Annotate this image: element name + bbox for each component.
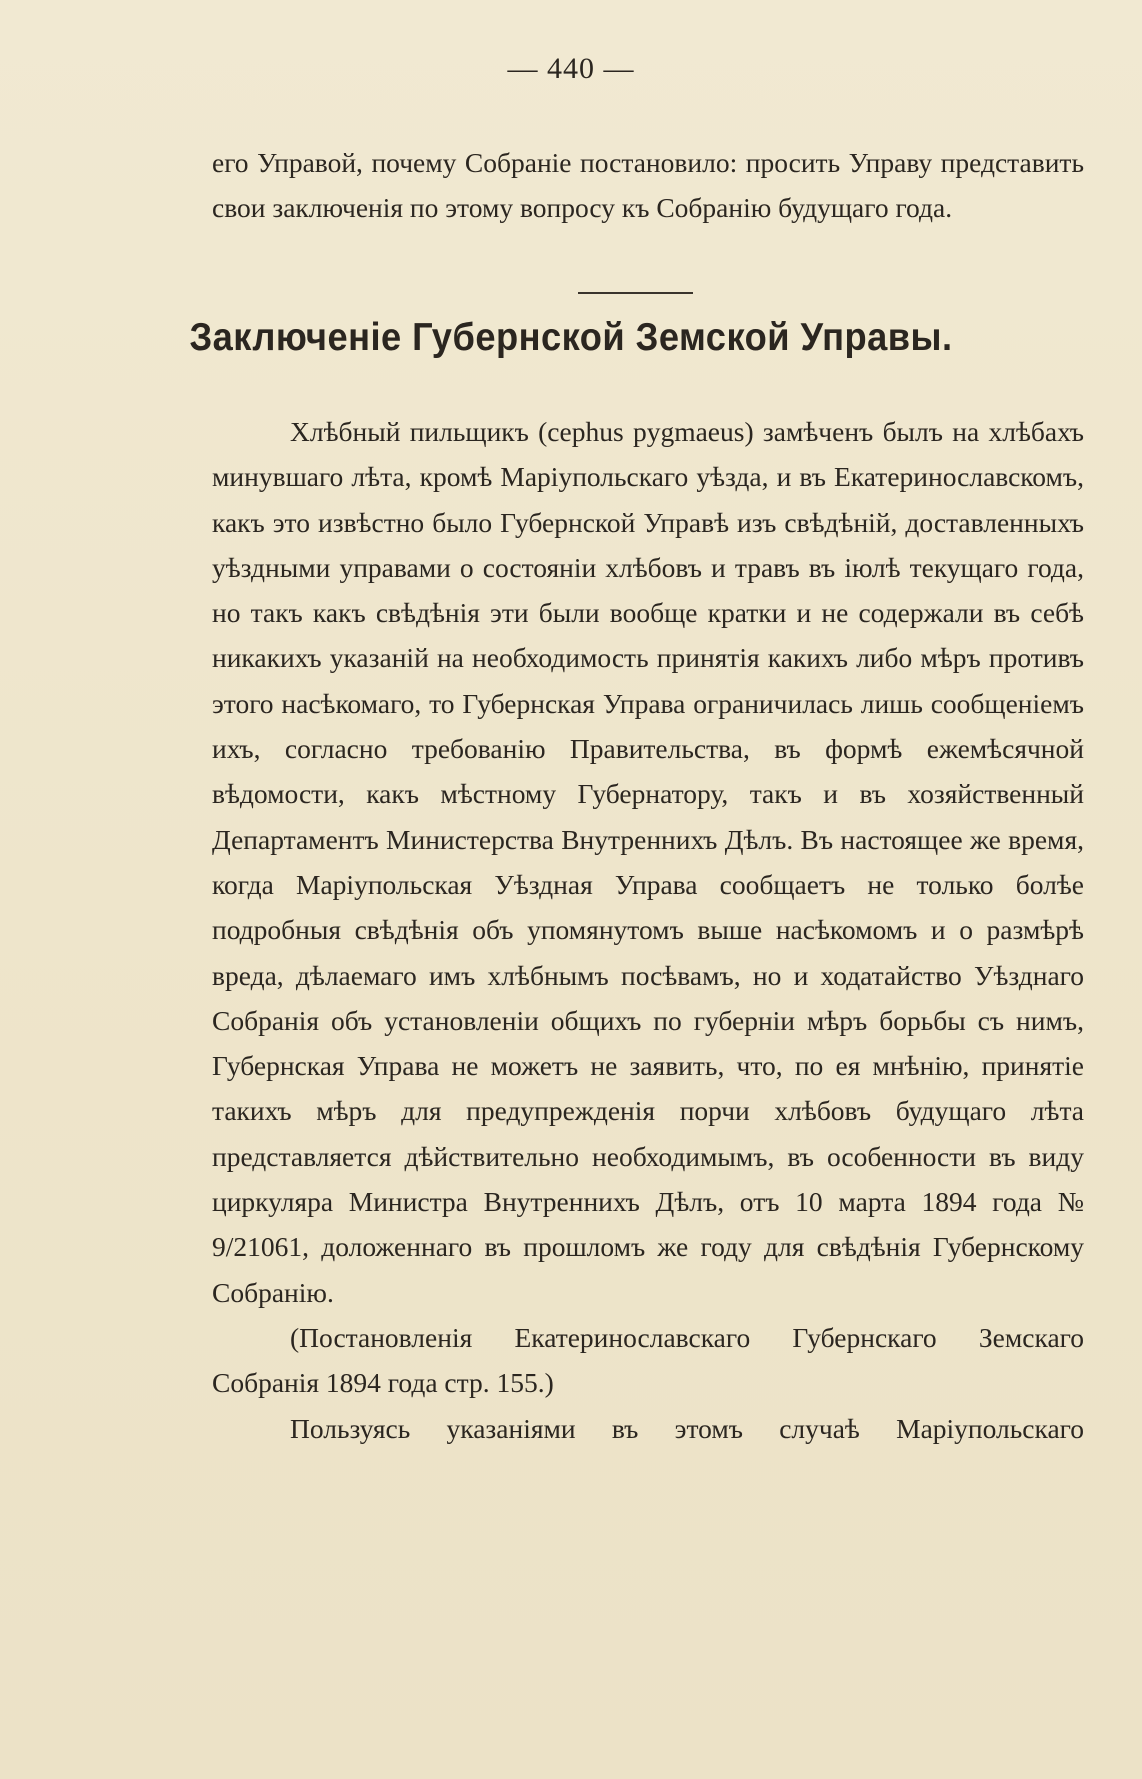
body-paragraph-2: (Постановленія Екатеринославскаго Губернскаго Земскаго Собранія 1894 года стр. 155.)	[212, 1321, 1084, 1399]
body-paragraph-1: Хлѣбный пильщикъ (cephus pygmaeus) замѣченъ былъ на хлѣбахъ минувшаго лѣта, кромѣ Маріупольскаго уѣзда, и въ Екатеринославскомъ, какъ это извѣстно было Губернской Управѣ изъ свѣдѣній, доставленныхъ уѣздными управами о состояніи хлѣбовъ и травъ въ іюлѣ текущаго года, но такъ какъ свѣдѣнія эти были вообще кратки и не содержали въ себѣ никакихъ указаній на необходимость принятія какихъ либо мѣръ противъ этого насѣкомаго, то Губернская Управа ограничилась лишь сообщеніемъ ихъ, согласно требованію Правительства, въ формѣ ежемѣсячной вѣдомости, какъ мѣстному Губернатору, такъ и въ хозяйственный Департаментъ Министерства Внутреннихъ Дѣлъ. Въ настоящее же время, когда Маріупольская Уѣздная Управа сообщаетъ не только болѣе подробныя свѣдѣнія объ упомянутомъ выше насѣкомомъ и о размѣрѣ вреда, дѣлаемаго имъ хлѣбнымъ посѣвамъ, но и ходатайство Уѣзднаго Собранія объ установленіи общихъ по губерніи мѣръ борьбы съ нимъ, Губернская Управа не можетъ не заявить, что, по ея мнѣнію, принятіе такихъ мѣръ для предупрежденія порчи хлѣбовъ будущаго лѣта представляется дѣйствительно необходимымъ, въ особенности въ виду циркуляра Министра Внутреннихъ Дѣлъ, отъ 10 марта 1894 года № 9/21061, доложеннаго въ прошломъ же году для свѣдѣнія Губернскому Собранію.	[212, 416, 1084, 1308]
section-heading: Заключеніе Губернской Земской Управы.	[189, 316, 953, 359]
intro-text-block	[212, 140, 1084, 231]
intro-paragraph: его Управой, почему Собраніе постановило: просить Управу представить свои заключенія по этому вопросу къ Собранію будущаго года.	[212, 147, 1084, 224]
section-divider	[578, 292, 693, 294]
page-number: — 440 —	[507, 52, 635, 85]
body-text-block	[212, 409, 1084, 1451]
body-paragraph-3: Пользуясь указаніями въ этомъ случаѣ Маріупольскаго	[290, 1412, 1084, 1444]
